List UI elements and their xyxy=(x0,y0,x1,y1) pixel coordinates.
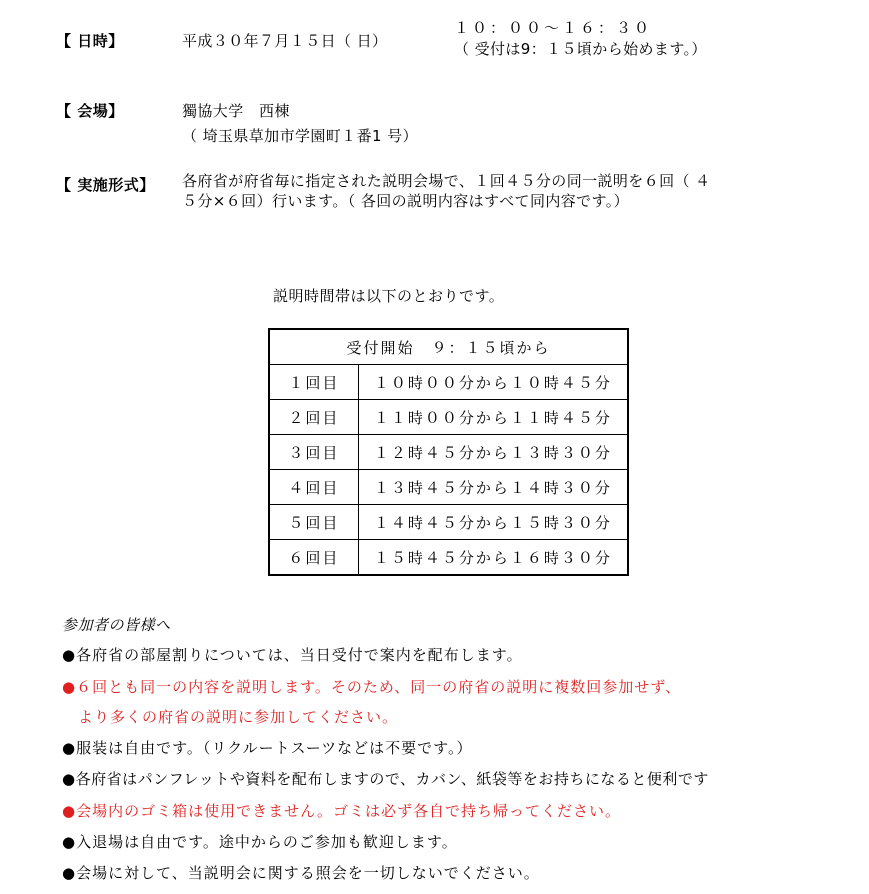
note-item: ●各府省の部屋割りについては、当日受付で案内を配布します。 xyxy=(62,646,523,664)
session-number: ４回目 xyxy=(269,470,358,505)
event-time: １０：００～１６：３０ xyxy=(454,19,653,37)
note-item-emphasis: ●６回とも同一の内容を説明します。そのため、同一の府省の説明に複数回参加せず、 xyxy=(62,678,682,696)
format-label: 【 実施形式】 xyxy=(56,176,155,194)
venue-name: 獨協大学 西棟 xyxy=(182,102,290,120)
table-row xyxy=(269,470,628,505)
session-number: ２回目 xyxy=(269,400,358,435)
session-number: １回目 xyxy=(269,365,358,400)
datetime-label: 【 日時】 xyxy=(56,32,124,50)
format-line-2: ５分×６回）行います。（ 各回の説明内容はすべて同内容です。） xyxy=(182,192,630,210)
session-time: １１時００分から１１時４５分 xyxy=(358,400,628,435)
session-number: ６回目 xyxy=(269,540,358,576)
note-item: ●各府省はパンフレットや資料を配布しますので、カバン、紙袋等をお持ちになると便利です xyxy=(62,770,709,788)
schedule-intro: 説明時間帯は以下のとおりです。 xyxy=(273,287,505,305)
format-line-1: 各府省が府省毎に指定された説明会場で、１回４５分の同一説明を６回（ ４ xyxy=(182,172,711,190)
table-row xyxy=(269,505,628,540)
note-item: ●入退場は自由です。途中からのご参加も歓迎します。 xyxy=(62,833,458,851)
schedule-table xyxy=(268,328,629,576)
event-date: 平成３０年７月１５日（ 日） xyxy=(182,32,388,50)
session-time: １４時４５分から１５時３０分 xyxy=(358,505,628,540)
schedule-header: 受付開始 ９：１５頃から xyxy=(269,329,628,365)
table-row xyxy=(269,400,628,435)
session-time: １５時４５分から１６時３０分 xyxy=(358,540,628,576)
session-number: ５回目 xyxy=(269,505,358,540)
table-row xyxy=(269,435,628,470)
session-time: １３時４５分から１４時３０分 xyxy=(358,470,628,505)
venue-address: （ 埼玉県草加市学園町１番1 号） xyxy=(182,127,418,145)
note-item-emphasis: より多くの府省の説明に参加してください。 xyxy=(62,708,399,726)
venue-label: 【 会場】 xyxy=(56,102,124,120)
reception-note: （ 受付は9：１５頃から始めます。） xyxy=(454,40,707,58)
table-row xyxy=(269,540,628,576)
note-item-emphasis: ●会場内のゴミ箱は使用できません。ゴミは必ず各自で持ち帰ってください。 xyxy=(62,802,621,820)
table-row xyxy=(269,365,628,400)
notes-heading: 参加者の皆様へ xyxy=(62,616,171,634)
note-item: ●服装は自由です。（リクルートスーツなどは不要です。） xyxy=(62,739,473,757)
session-number: ３回目 xyxy=(269,435,358,470)
session-time: １０時００分から１０時４５分 xyxy=(358,365,628,400)
note-item: ●会場に対して、当説明会に関する照会を一切しないでください。 xyxy=(62,864,540,882)
schedule-header-row xyxy=(269,329,628,365)
session-time: １２時４５分から１３時３０分 xyxy=(358,435,628,470)
